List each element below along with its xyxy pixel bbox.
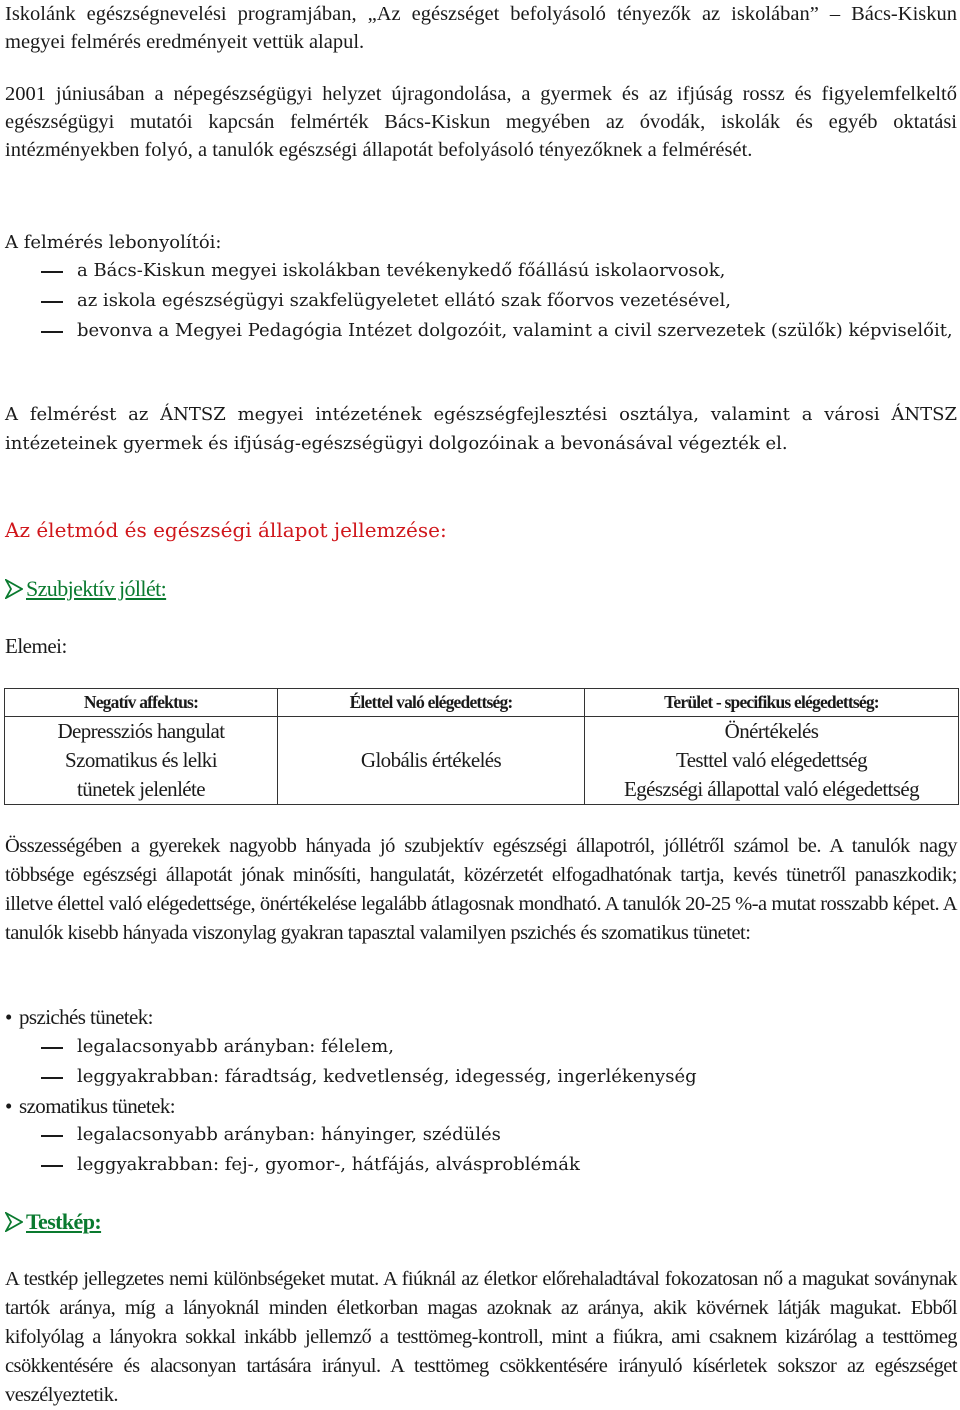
antsz-paragraph: A felmérést az ÁNTSZ megyei intézetének egészségfejlesztési osztálya, valamint a városi ÁNTSZ intézeteinek gyermek és ifjúság-egészségügyi dolgozóinak a bevonásával végezték el. xyxy=(5,404,957,454)
bullet-dot-icon: • xyxy=(5,1094,12,1118)
list-item-text: bevonva a Megyei Pedagógia Intézet dolgozóit, valamint a civil szervezetek (szülők) képviselőit, xyxy=(77,320,953,341)
list-item-text: a Bács-Kiskun megyei iskolákban tevékenykedő főállású iskolaorvosok, xyxy=(77,260,726,281)
intro-paragraph: Iskolánk egészségnevelési programjában, „Az egészséget befolyásoló tényezők az iskolában” – Bács-Kiskun megyei felmérés eredményeit vettük alapul. xyxy=(5,3,957,53)
organizers-title: A felmérés lebonyolítói: xyxy=(5,232,222,253)
list-item xyxy=(5,1120,957,1150)
list-item-text: legalacsonyabb arányban: félelem, xyxy=(77,1036,394,1057)
elements-label: Elemei: xyxy=(5,634,67,658)
cell-line: Szomatikus és lelki xyxy=(65,748,217,772)
somatic-symptoms-label xyxy=(5,1091,175,1121)
cell-line: Testtel való elégedettség xyxy=(675,748,868,772)
arrow-bullet-icon xyxy=(5,1212,23,1232)
psychic-symptoms-list xyxy=(5,1032,957,1092)
list-item-text: leggyakrabban: fáradtság, kedvetlenség, idegesség, ingerlékenység xyxy=(77,1066,697,1087)
bullet-dot-icon: • xyxy=(5,1005,12,1029)
list-item-text: az iskola egészségügyi szakfelügyeletet ellátó szak főorvos vezetésével, xyxy=(77,290,731,311)
table-cell xyxy=(5,717,278,805)
body-image-heading xyxy=(5,1207,101,1237)
organizers-list xyxy=(5,256,957,346)
summary-paragraph: Összességében a gyerekek nagyobb hányada jó szubjektív egészségi állapotról, jóllétről számol be. A tanulók nagy többsége egészségi állapotát jónak minősíti, hangulatát, közérzetét elfogadhatónak tartja, kevés tünetről panaszkodik; illetve élettel való elégedettsége, önértékelése legalább átlagosnak mondható. A tanulók 20-25 %-a mutat rosszabb képet. A tanulók kisebb hányada viszonylag gyakran tapasztal valamilyen pszichés és szomatikus tünetet: xyxy=(5,835,957,944)
arrow-bullet-icon xyxy=(5,579,23,599)
survey-paragraph: 2001 júniusában a népegészségügyi helyzet újragondolása, a gyermek és az ifjúság rossz és figyelemfelkeltő egészségügyi mutatói kapcsán felmérték Bács-Kiskun megyében az óvodák, iskolák és egyéb oktatási intézményekben folyó, a tanulók egészségi állapotát befolyásoló tényezőknek a felmérését. xyxy=(5,83,957,161)
subjective-heading xyxy=(5,574,166,604)
list-item-text: leggyakrabban: fej-, gyomor-, hátfájás, alvásproblémák xyxy=(77,1154,580,1175)
list-item xyxy=(5,1062,957,1092)
table-cell xyxy=(585,717,959,805)
wellbeing-factors-table xyxy=(4,688,959,805)
list-item xyxy=(5,316,957,346)
table-header: Terület - specifikus elégedettség: xyxy=(585,689,959,717)
list-item xyxy=(5,256,957,286)
table-header: Negatív affektus: xyxy=(5,689,278,717)
subjective-heading-label: Szubjektív jóllét: xyxy=(26,576,167,601)
table-cell xyxy=(278,717,585,805)
section-heading: Az életmód és egészségi állapot jellemzése: xyxy=(5,518,447,542)
list-item xyxy=(5,1032,957,1062)
list-item xyxy=(5,286,957,316)
cell-line: Egészségi állapottal való elégedettség xyxy=(624,777,919,801)
cell-line: tünetek jelenléte xyxy=(77,777,205,801)
body-image-heading-label: Testkép: xyxy=(26,1209,102,1234)
cell-line: Önértékelés xyxy=(724,719,819,743)
list-item xyxy=(5,1150,957,1180)
cell-line: Globális értékelés xyxy=(360,748,502,772)
table-header-row xyxy=(5,689,959,717)
cell-line: Depressziós hangulat xyxy=(57,719,225,743)
body-image-paragraph: A testkép jellegzetes nemi különbségeket mutat. A fiúknál az életkor előrehaladtával fokozatosan nő a magukat soványnak tartók aránya, míg a lányoknál minden életkorban magas azoknak az aránya, akik kövérnek látják magukat. Ebből kifolyólag a lányokra sokkal inkább jellemző a testtömeg-kontroll, mint a fiúkra, ami csaknem kizárólag a testtömeg csökkentésére és alacsonyan tartására irányul. A testtömeg csökkentésére irányuló kísérletek sokszor az egészséget veszélyeztetik. xyxy=(5,1268,957,1406)
psychic-symptoms-label xyxy=(5,1002,153,1032)
somatic-symptoms-list xyxy=(5,1120,957,1180)
bullet-label: pszichés tünetek: xyxy=(19,1005,153,1029)
table-row xyxy=(5,717,959,805)
table-header: Élettel való elégedettség: xyxy=(278,689,585,717)
list-item-text: legalacsonyabb arányban: hányinger, szédülés xyxy=(77,1124,501,1145)
bullet-label: szomatikus tünetek: xyxy=(19,1094,175,1118)
